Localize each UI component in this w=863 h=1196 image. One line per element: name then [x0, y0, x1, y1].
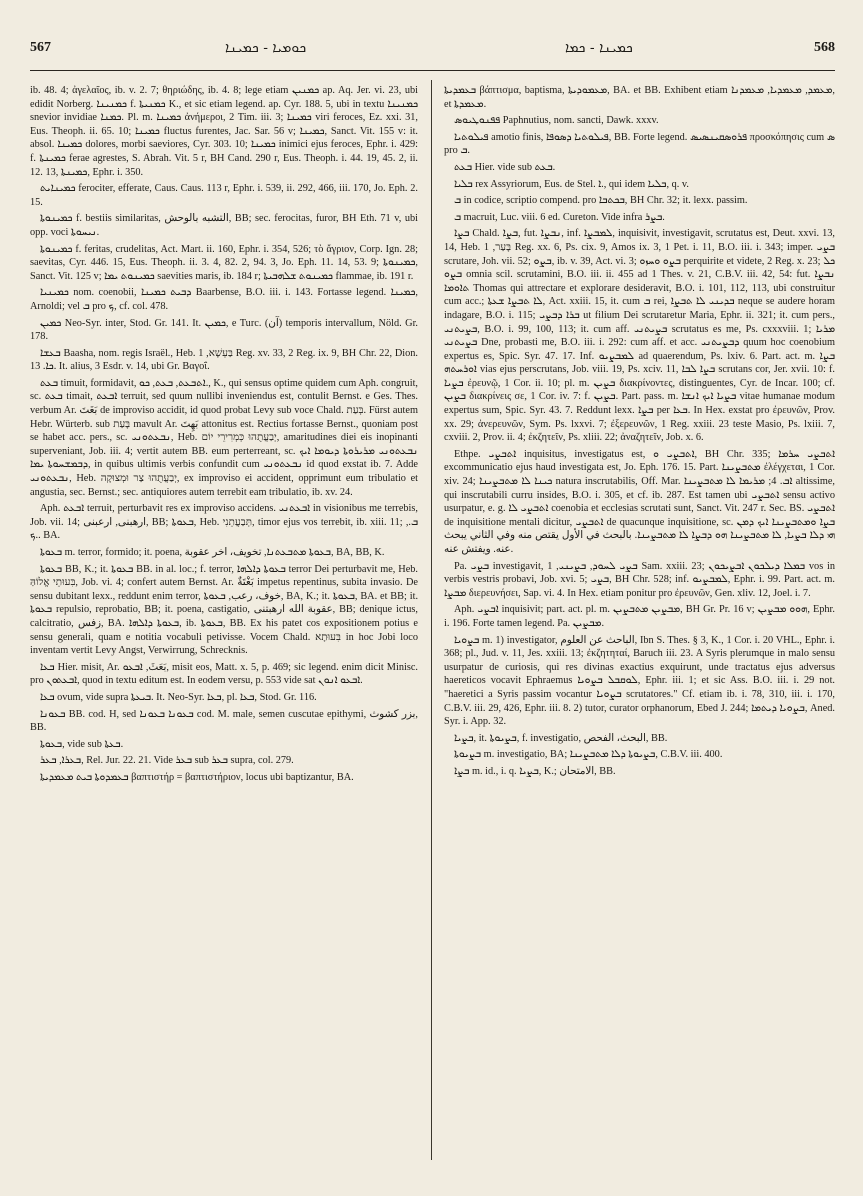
entry: Aph. ܐܒܥܬ terruit, perturbavit res ex improviso accidens. ܐܒܥܬܢܝ in visionibus me terrebis, Job. vii. 14; ارهبنى, ارعبنى, BB; ܒܥܘܬܐ, Heb. תְּבַעֲתֵנִי, timor ejus vos terrebit, ib. xiii. 11; ܒ., ܟ.. BA.: [30, 503, 418, 542]
entry: ܟܡܝܢܐܝܬ ferociter, efferate, Caus. Caus. 113 r, Ephr. i. 539, ii. 292, 466, iii. 170, Jo. Eph. 2. 15.: [30, 183, 418, 208]
entry: Aph. ܐܒܨܝ inquisivit; part. act. pl. m. ܡܒܨܝܢ ܡܬܒܨܝܢ, BH Gr. Pr. 16 v; ܗܘܘ ܡܒܨܝܢ, Ephr. i. 196. Forte tamen legend. Pa. ܡܒܨܝܢ.: [444, 604, 835, 629]
entry: ܟܡܝܢܝܐ nom. coenobii, ܕܒܝܬ ܟܡܝܢܐ Baarbense, B.O. iii. i. 143. Fortasse legend. ܟܡܝܢܐ, Arnoldi; vel ܒ pro ܟ, cf. col. 478.: [30, 287, 418, 312]
entry: ܒܥܐ ovum, vide supra ܒܝܥܬܐ. It. Neo-Syr. ܒܥܐ, pl. ܒܥܐ, Stod. Gr. 116.: [40, 691, 317, 703]
entry: ܒܥܡܕܘܬܐ ܒܝܬ ܡܥܡܕܝܬܐ βαπτιστήρ = βαπτιστήριον, locus ubi baptizantur, BA.: [40, 771, 354, 783]
running-head-left: ܟܘܡܝܐ - ܟܡܝܢܐ: [225, 40, 307, 56]
entry: ܒ in codice, scriptio compend. pro ܒܟܬܒܐ, BH Chr. 32; it. lexx. passim.: [454, 195, 748, 207]
entry: ܒ macruit, Luc. viii. 6 ed. Cureton. Vide infra ܒܨܪ.: [454, 211, 665, 223]
entry: ܟܡܝܢ Neo-Syr. inter, Stod. Gr. 141. It. ܟܡܝܢ, e Turc. (آن) temporis intervallum, Nöld. Gr. 178.: [30, 317, 418, 343]
entry: ܒܥܡܕܝܬܐ βάπτισμα, baptisma, ܡܥܡܘܕܝܬܐ, BA. et BB. Exhibent etiam ܡܥܡܕ, ܡܥܡܕܝܐ, ܡܥܡܕܢܐ, et ܡܥܡܕܬܐ.: [444, 85, 835, 110]
entry: Ethpe. ܐܬܒܨܝ inquisitus, investigatus est, ܐܬܒܨܝ ܘ, BH Chr. 335; ܐܬܒܨܝ ܚܪܡܐ excommunicatio ejus haud investigata est, Jo. Eph. 176. 15. Part. ܡܬܒܨܝܢܐ ἐλέγχεται, 1 Cor. xiv. 24; ܟܝܢܐ ܠܐ ܡܬܒܨܝܢܐ natura inscrutabilis, Off. Mar. ܐܒ. 4; ܡܪܝܡܐ ܠܐ ܡܬܒܨܝܢܐ altissime, qui inscrutabili curru insides, B.O. i. 305, et cf. ib. 287. Est tamen ubi ܐܬܒܨܝ sensu activo usurpatur, e. g. ܐܬܒܨܝ ܠܐ coenobia et ecclesias scrutati sunt, Sanct. Vit. 247 r. Sec. BS. ܐܬܒܨܝ de inquisitione mentali dicitur, ܐܬܒܨܝ de quacunque inquisitione, sc. ܒܨܐ ܘܡܬܒܨܝܢܐ ܐܝܟ ܕܡܢ ܗܝ ܕܠܐ ܒܨܝܐ, ܠܐ ܡܬܒܨܝܢܐ ܗܘ ܕܒܨܐ ܠܐ ܡܬܒܨܝܢܐ. بالبحث في الأول يقتص منه وفي الثاني يبحث عنه. ويفتش عنه.: [444, 448, 835, 555]
entry: ib. 48. 4; ἀγελαῖος, ib. v. 2. 7; θηριώδης, ib. 4. 8; lege etiam ܟܡܢܝܢ ap. Aq. Jer. vi. 23, ubi edidit Norberg. ܟܡܢܝܢܐ f. ܟܡܢܝܬܐ K., et sic etiam legend. ap. Cyr. 188. 5, ubi in textu ܟܡܢܝܢܐ snevior invidiae ܟܡܢܐ. Pl. m. ܟܡܝܢܐ ἀνήμεροι, 2 Tim. iii. 3; ܟܡܝܢܐ viri feroces, Ez. xxi. 31, Eus. Theoph. ii. 65. 10; ܟܡܝܢܐ fluctus furentes, Jac. Sar. 56 v; ܟܡܝܢܐ, Sanct. Vit. 155 v: it. absol. ܟܡܝܢܐ dolores, morbi saeviores, Cyr. 303. 10; ܟܡܝܢܐ inimici ejus feroces, Ephr. i. 429: f. ܟܡܝܢܬܐ ferae agrestes, S. Abrah. Vit. 5 r, BH Cand. 290 r, Eus. Theoph. i. 44. 19, 45. 2, ii. 12. 13, ܟܡܝܢܬܐ, Ephr. i. 350.: [30, 85, 418, 178]
page-number-right: 568: [814, 40, 835, 55]
entry: ܒܥܬ Hier. vide sub ܒܥܬ.: [454, 161, 556, 173]
entry: ܒܨܝܘܬܐ m. investigatio, BA; ܒܨܝܘܬܐ ܕܠܐ ܡܬܒܨܝܢܐ, C.B.V. iii. 400.: [454, 749, 723, 761]
entry: ܒܨܐ m. id., i. q. ܒܨܝܐ, K.; الامتحان, BB.: [454, 765, 616, 777]
column-divider: [431, 80, 432, 1160]
entry: ܦܦܢܘܛܝܘܣ Paphnutius, nom. sancti, Dawk. xxxv.: [454, 115, 659, 127]
entry: Pa. ܒܨܝ investigavit, ܒܨܝ ܠܚܘܕ, ܒܨܝܢܝ, 1 Sam. xxiii. 23; ܒܡܠܐ ܕܝܠܟܘܢ ܐܒܨܝܟܘܢ vos in verbis vestris probavi, Job. xvi. 5; ܒܨܝ, BH Chr. 528; inf. ܠܡܒܨܝܘ, Ephr. i. 99. Part. act. m. ܡܒܨܐ διερευνήσει, Sap. vi. 4. In Hex. etiam ponitur pro ἐρευνῶν, Gen. xliv. 12, Joel. i. 7.: [444, 560, 835, 599]
running-head-right: ܟܡܝܢܐ - ܟܡܐ: [565, 40, 633, 56]
header-rule: [30, 70, 835, 71]
entry: ܒܠܝܐ rex Assyriorum, Eus. de Stel. ܐ., qui idem ܒܠܝܐ, q. v.: [454, 178, 689, 190]
entry: ܦܝܠܘܬܝܐ amotio finis, ܦܝܠܘܬܝܐ ܕܣܘܦܐ, BB. Forte legend. ܦܪܘܣܩܝܢܣܝܣ προσκόπησις cum ܣ pro ܒ.: [444, 131, 835, 157]
page-header: [30, 40, 835, 64]
entry: ܒܥܪܐ, ܒܥܪ, Rel. Jur. 22. 21. Vide ܒܥܪ sub ܒܥܪ supra, col. 279.: [40, 755, 294, 767]
entry: ܒܥܘܬܐ m. terror, formido; it. poena, ܒܥܘܬܐ ܡܬܒܥܬܢܐ, تخويف، اخر عقوبة, BA, BB, K.: [40, 547, 385, 558]
entry: ܒܨܘܝܐ m. 1) investigator, الباحث عن العلوم, Ibn S. Thes. § 3, K., 1 Cor. i. 20 VHL., Ephr. i. 368; pl., Jud. v. 11, Jes. xxiii. 13; ἐκζητηταί, Baruch iii. 23. A Syris plerumque in malo sensu usurpatur de curiosis, qui res divinas exactius exquirunt, unde tractatus ejus adversus haereticos vocavit Ephraemus ܠܘܩܒܠ ܒܨܘܝܐ, Ephr. iii. 1; et sic Ass. B.O. iii. i. 29 not. "haeretici a Syris passim vocantur ܒܨܘܝܐ scrutatores." Cf. etiam ib. i. 78, 310, iii. i. 170, C.B.V. iii. 29, 426, Ephr. iii. 8. 2) tutor, curator orphanorum, Ebed J. 244; ܒܨܘܝܐ ܕܝܬܡܐ, Aned. Syr. i. App. 32.: [444, 634, 835, 728]
entry: ܒܥܘܬܐ BB, K.; it. ܒܥܘܬܐ BB. in al. loc.; f. terror, ܒܥܘܬܐ ܕܐܠܗܐ terror Dei perturbavit me, Heb. בִּעוּתֵי אֱלוֹהַּ, Job. vi. 4; confert autem Bernst. Ar. بَغْتَةٌ impetus repentinus, subita invasio. De sensu dubitant lexx., reddunt enim terror, خوف، رعب, ܒܥܘܬܐ, BA, K.; it. ܒܥܘܬܐ, BA. et BB; it. ܒܥܘܬܐ repulsio, reprobatio, BB; it. poena, castigatio, عقوبة الله ارهبتنى, BB; denique ictus, calcitratio, زفس, BA. ܒܥܘܬܐ ܕܐܠܗܐ, ib. ܒܥܘܬܐ, BB. Ex his patet cos expositionem potius e sensu generali, quam e notitia vocabuli petivisse. Vocem Chald. בִּעוּתָא in hoc Jobi loco inventam vertit Levy Angst, Verwirrung, Schrecknis.: [30, 563, 418, 657]
entry: ܟܡܝܢܘܬܐ f. feritas, crudelitas, Act. Mart. ii. 160, Ephr. i. 354, 526; τὸ ἄγριον, Corp. Ign. 28; saevitas, Cyr. 446. 15, Eus. Theoph. ii. 3. 4, 82. 2, 94. 3, Jo. Eph. 11. 14, 53. 9; ܟܡܝܢܘܬܐ, Sanct. Vit. 125 v; ܟܡܝܢܘܬ ܝܡܐ saevities maris, ib. 184 r; ܟܡܝܢܘܬ ܫܠܗܒܝܬܐ flammae, ib. 191 r.: [30, 243, 418, 282]
right-column: [444, 84, 835, 1164]
entry: ܒܥܘܢܐ BB. cod. H, sed ܒܥܘܢܐ ܒܥܘܢܐ cod. M. male, semen cuscutae epithymi, بزر كشوث, BB.: [30, 708, 418, 734]
entry: ܟܡܝܢܘܬܐ f. bestiis similaritas, التشبه بالوحش, BB; sec. ferocitas, furor, BH Eth. 71 v, ubi opp. voci ܢܝܚܘܬܐ.: [30, 213, 418, 238]
entry: ܒܥܫܐ Baasha, nom. regis Israël., Heb. בַּעְשָׁא, 1 Reg. xv. 33, 2 Reg. ix. 9, BH Chr. 22, Dion. ܟܐ. 13. It. alius, 3 Esdr. v. 14, ubi Gr. Βαγοΐ.: [30, 347, 418, 373]
entry: ܒܥܐ Hier. misit, Ar. بَعَثَ, ܐܒܥܘ, misit eos, Matt. x. 5, p. 469; sic legend. enim dicit Minisc. pro ܐܒܥܬܘܢ, quod in textu editum est. In eodem versu, p. 553 vide sat ܐܒܥܘ ܐܢܘܢ.: [30, 661, 418, 687]
entry: ܒܨܝܐ, it. ܒܨܝܘܬܐ, f. investigatio, البحث، الفحص, BB.: [454, 732, 668, 744]
left-column: [30, 84, 418, 1164]
page-number-left: 567: [30, 40, 51, 55]
entry: ܒܥܘܬܐ, vide sub ܒܥܬܐ.: [40, 738, 124, 750]
entry: ܒܥܬ timuit, formidavit, ܐܬܒܥܬ, ܒܥܬ, ܟܘ., K., qui sensus optime quidem cum Aph. congruit, sc. ܒܥܬ timait, ܐܒܥܬ terruit, sed quum nullibi inveniendus est, contulit Bernst. e Ges. Thes. verbum Ar. بَغَتَ de improviso accidit, id quod probat Levy sub voce Chald. בְּעַת. Fürst autem Hebr. Würterb. sub בָּעַת mavult Ar. بَهِتَ attonitus est. Rectius fortasse Bernst., quoniam post se habet acc. pers., sc. ܢܒܥܬܘܢܝ, Heb. יְבַעֲתֻהוּ כְּמְרִירֵי יוֹם, amaritudines diei eis inopinanti superveniant, Job. iii. 4; vertit autem BB. eum perterreant, sc. ܢܒܥܬܘܢܝ ܡܪܝܪܘܬܐ ܕܝܘܡܐ ܐܝܟ ܕܒܡܫܚܘܬܐ ܝܡܐ, in quibus ultimis verbis confundit cum ܢܒܥܬܘܢܝ id quod exstat ib. 7. Adde ܢܒܥܬܘܢܝ, Heb. יְבַעֲתֻהוּ צַר וּמְצוּקָה, ex improviso ei accident, opprimunt eum tribulatio et angustia, sec. Bernst.; sec. antiquiores autem terrebit eam tribulatio, ib. xv. 24.: [30, 377, 418, 498]
entry: ܒܨܐ Chald. ܒܨܐ, fut. ܢܒܨܐ, inf. ܠܡܒܨܐ, inquisivit, investigavit, scrutatus est, Deut. xxvi. 13, 14, Heb. בָּעַר, 1 Reg. xx. 6, Ps. cix. 9, Amos ix. 3, 1 Pet. i. 11, B.O. iii. i. 343; imper. ܒܨܝ scrutare, Joh. vii. 52; ܒܨܘ, ib. v. 39, Act. vi. 3; ܒܨܘ ܘܚܙܘ perquirite et videte, 2 Reg. x. 23; ܟܠ ܒܨܘ omnia scil. scrutamini, B.O. iii. ii. 455 ad 1 Thes. v. 21, C.B.V. iii. 42, 54: fut. ܢܒܨܐ ܬܐܘܡܐ Thomas qui attrectare et explorare desideravit, B.O. i. 101, 112, 113, ubi construitur cum acc.; ܠܐ ܬܒܨܐ ܫܥܬܐ, Act. xxiii. 15, it. cum ܒ rei, ܒܕܝܢܝ ܠܐ ܬܒܨܐ neque se audere horam indagare, B.O. i. 115; ܒܪܐ ܕܒܨܝ ut filium Dei scrutaretur Maria, Ephr. ii. 321; it. cum pers., ܒܨܝܬܢܝ, B.O. i. 99, 100, 113; it. cum aff. ܒܨܝܬܢܝ scrutatus es me, Ps. cxxxviii. 1; ܡܪܝܐ ܒܨܝܬܢܝ Dne, probasti me, B.O. iii. i. 292: cum aff. et acc. ܕܒܨܝܬܢܝ quum hoc coenobium expertus es, Spic. Syr. 47. 17. Inf. ܠܡܒܨܝܘ ad quaerendum, Ps. lxiv. 6. Part. act. m. ܒܨܐ ܐܘܪܚܬܗ vias ejus perscrutans, Job. viii. 19, Ps. xciv. 11, ܒܨܐ ܠܒܐ scrutans cor, Jer. xvii. 10: f. ܒܨܝܐ ἐρευνῷ, 1 Cor. ii. 10; pl. m. ܒܨܝܢ διακρίνοντες, distinguentes, Cyr. de Incar. 100; cf. ܒܨܝܢ διακρίνεις σε, 1 Cor. iv. 7: f. ܒܨܝܢ. Part. pass. m. ܒܨܝܐ ܐܝܟ ܐܢܫܐ vitae humanae modum expertus sum, Spic. Syr. 43. 7. Reddunt lexx. ܒܨܐ per ܒܥܐ. In Hex. exstat pro ἐρευνῶν, Prov. xx. 29; ἀνερευνῶν, Sym. Ps. lxxvi. 7; ἐξερευνῶν, 1 Reg. xxiii. 23 teste Masio, Ps. lxiii. 7, cxviii. 2, Prov. ii. 4; ἐκζητεῖν, Ps. xliii. 22; ἀναζητεῖν, Job. x. 6.: [444, 228, 835, 444]
